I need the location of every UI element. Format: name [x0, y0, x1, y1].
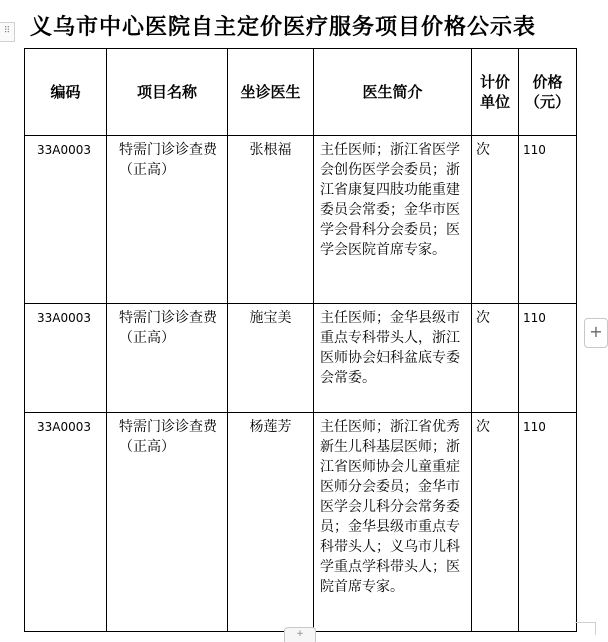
cell-code: 33A0003	[25, 413, 107, 632]
cell-code: 33A0003	[25, 304, 107, 413]
add-row-button[interactable]	[584, 318, 608, 348]
cell-item-name: 特需门诊诊查费（正高）	[107, 304, 228, 413]
cell-item-name: 特需门诊诊查费（正高）	[107, 413, 228, 632]
cell-doctor-intro: 主任医师；浙江省优秀新生儿科基层医师；浙江省医师协会儿童重症医师分会委员；金华市医学会儿科分会常务委员；金华县级市重点专科带头人；义乌市儿科学重点学科带头人；医院首席专家。	[314, 413, 472, 632]
plus-icon: +	[296, 629, 304, 639]
header-price-line2: （元）	[524, 93, 570, 111]
header-unit	[472, 49, 519, 136]
cell-item-name: 特需门诊诊查费（正高）	[107, 136, 228, 304]
header-code: 编码	[25, 49, 107, 136]
header-price	[519, 49, 577, 136]
table-row	[25, 413, 577, 632]
header-price-line1: 价格	[532, 73, 563, 91]
cell-doctor: 张根福	[228, 136, 314, 304]
cell-price: 110	[519, 304, 577, 413]
insert-below-handle[interactable]	[284, 627, 316, 642]
drag-handle-icon[interactable]: ⠿	[0, 22, 15, 42]
cell-unit: 次	[472, 304, 519, 413]
cell-doctor-intro: 主任医师；浙江省医学会创伤医学会委员；浙江省康复四肢功能重建委员会常委；金华市医学会骨科分会委员；医学会医院首席专家。	[314, 136, 472, 304]
header-doctor-intro: 医生简介	[314, 49, 472, 136]
header-unit-line2: 单位	[479, 93, 510, 111]
cell-doctor: 施宝美	[228, 304, 314, 413]
cell-code: 33A0003	[25, 136, 107, 304]
table-header-row	[25, 49, 577, 136]
table-row	[25, 136, 577, 304]
table-row	[25, 304, 577, 413]
cell-price: 110	[519, 413, 577, 632]
header-doctor: 坐诊医生	[228, 49, 314, 136]
price-table	[24, 48, 577, 632]
plus-icon: +	[589, 322, 603, 341]
cell-unit: 次	[472, 136, 519, 304]
cell-unit: 次	[472, 413, 519, 632]
cell-price: 110	[519, 136, 577, 304]
cell-doctor: 杨莲芳	[228, 413, 314, 632]
header-item-name: 项目名称	[107, 49, 228, 136]
page-title: 义乌市中心医院自主定价医疗服务项目价格公示表	[30, 14, 537, 40]
cell-doctor-intro: 主任医师；金华县级市重点专科带头人，浙江医师协会妇科盆底专委会常委。	[314, 304, 472, 413]
table-corner-resize[interactable]	[575, 622, 596, 635]
header-unit-line1: 计价	[479, 73, 510, 91]
